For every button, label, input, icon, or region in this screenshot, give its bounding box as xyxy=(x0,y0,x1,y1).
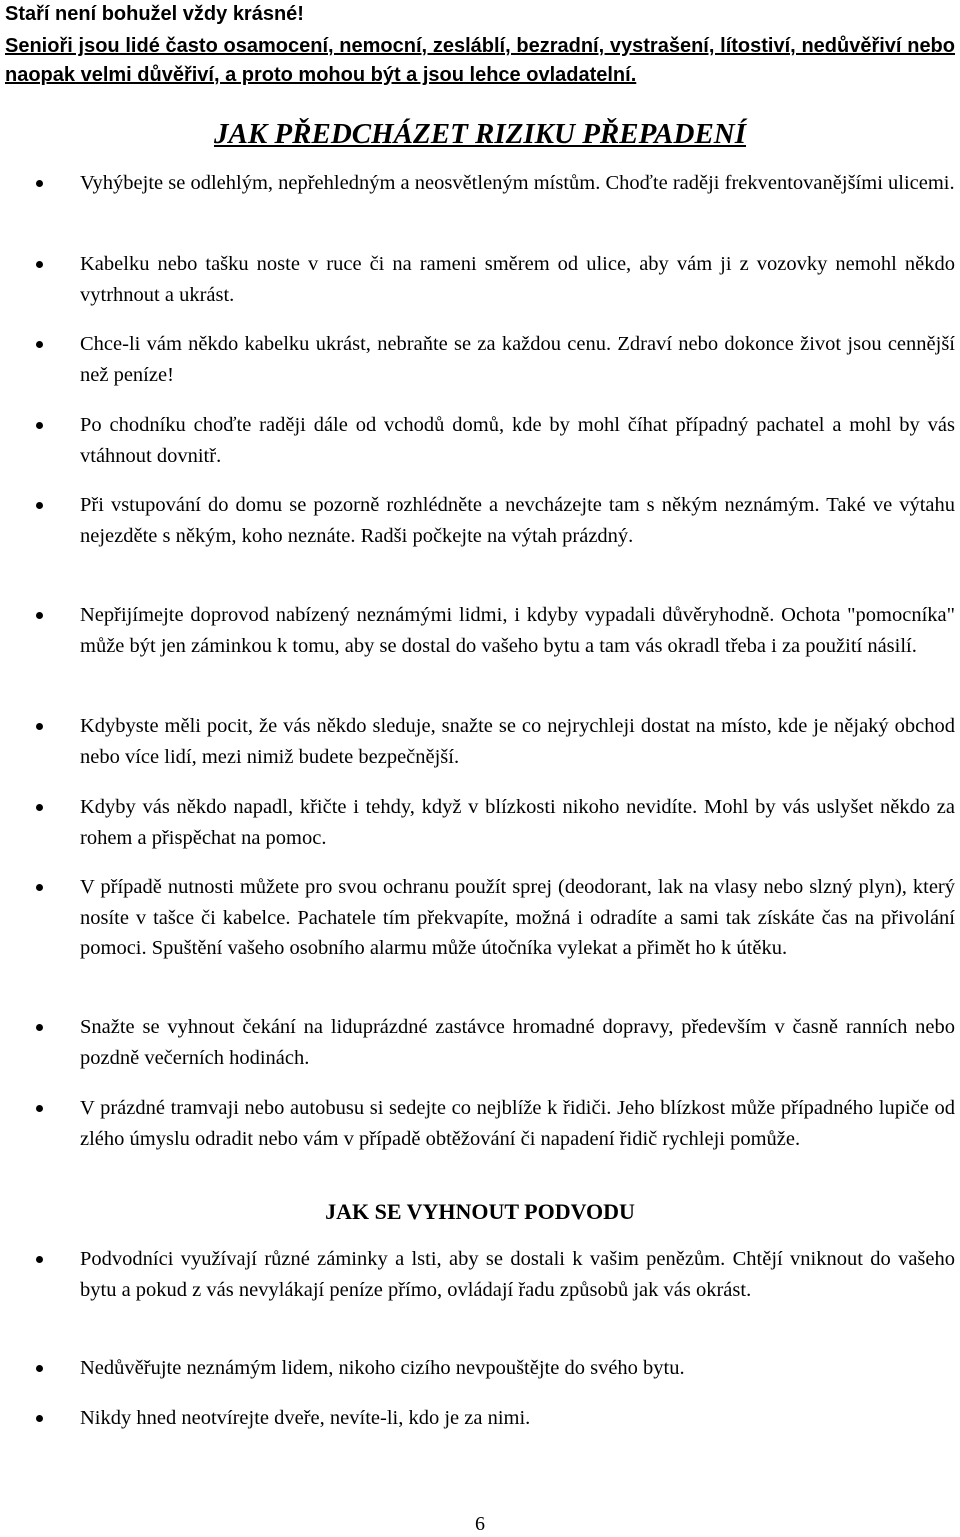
bullet-icon xyxy=(36,612,43,619)
intro-paragraph: Senioři jsou lidé často osamocení, nemocní, zesláblí, bezradní, vystrašení, lítostiví, nedůvěřiví nebo naopak velmi důvěřiví, a proto mohou být a jsou lehce ovladatelní. xyxy=(5,35,955,86)
list-item-text: Snažte se vyhnout čekání na liduprázdné zastávce hromadné dopravy, především v časně ranních nebo pozdně večerních hodinách. xyxy=(80,1016,955,1069)
bullet-icon xyxy=(36,1256,43,1263)
list-item xyxy=(80,1353,955,1384)
list-item-text: Při vstupování do domu se pozorně rozhlédněte a nevcházejte tam s někým neznámým. Také ve výtahu nejezděte s někým, koho neznáte. Radši počkejte na výtah prázdný. xyxy=(80,494,955,547)
list-item-text: Kdybyste měli pocit, že vás někdo sleduje, snažte se co nejrychleji dostat na místo, kde je nějaký obchod nebo více lidí, mezi nimiž budete bezpečnější. xyxy=(80,715,955,768)
list-item xyxy=(80,711,955,772)
section-title-robbery: JAK PŘEDCHÁZET RIZIKU PŘEPADENÍ xyxy=(213,118,747,150)
list-item-text: Po chodníku choďte raději dále od vchodů domů, kde by mohl číhat případný pachatel a mohl by vás vtáhnout dovnitř. xyxy=(80,414,955,467)
bullet-icon xyxy=(36,1365,43,1372)
bullet-icon xyxy=(36,180,43,187)
list-item-text: V případě nutnosti můžete pro svou ochranu použít sprej (deodorant, lak na vlasy nebo slzný plyn), který nosíte v tašce či kabelce. Pachatele tím překvapíte, možná i odradíte a sami tak získáte čas na přivolání pomoci. Spuštění vašeho osobního alarmu může útočníka vylekat a přimět ho k útěku. xyxy=(80,876,955,959)
bullet-icon xyxy=(36,723,43,730)
list-item xyxy=(80,600,955,661)
list-item-text: Nikdy hned neotvírejte dveře, nevíte-li, kdo je za nimi. xyxy=(80,1407,531,1429)
bullet-icon xyxy=(36,502,43,509)
bullet-icon xyxy=(36,341,43,348)
list-item xyxy=(80,1012,955,1073)
list-item xyxy=(80,1244,955,1305)
bullet-icon xyxy=(36,422,43,429)
list-item-text: Kdyby vás někdo napadl, křičte i tehdy, když v blízkosti nikoho nevidíte. Mohl by vás uslyšet někdo za rohem a přispěchat na pomoc. xyxy=(80,796,955,849)
bullet-icon xyxy=(36,1415,43,1422)
list-item-text: Podvodníci využívají různé záminky a lsti, aby se dostali k vašim penězům. Chtějí vniknout do vašeho bytu a pokud z vás nevylákají peníze přímo, ovládají řadu způsobů jak vás okrást. xyxy=(80,1248,955,1301)
list-item-text: Kabelku nebo tašku noste v ruce či na rameni směrem od ulice, aby vám ji z vozovky nemohl někdo vytrhnout a ukrást. xyxy=(80,253,955,306)
list-item xyxy=(80,792,955,853)
bullet-icon xyxy=(36,1105,43,1112)
list-item xyxy=(80,1403,955,1434)
list-item xyxy=(80,168,955,199)
list-item xyxy=(80,490,955,551)
page-heading: Staří není bohužel vždy krásné! xyxy=(5,3,304,25)
bullet-icon xyxy=(36,804,43,811)
list-item xyxy=(80,410,955,471)
list-item-text: Nedůvěřujte neznámým lidem, nikoho cizího nevpouštějte do svého bytu. xyxy=(80,1357,685,1379)
page-number: 6 xyxy=(475,1513,485,1535)
list-item-text: Vyhýbejte se odlehlým, nepřehledným a neosvětleným místům. Choďte raději frekventovanějšími ulicemi. xyxy=(80,172,955,194)
list-item xyxy=(80,249,955,310)
list-item xyxy=(80,872,955,964)
bullet-icon xyxy=(36,261,43,268)
section-title-fraud: JAK SE VYHNOUT PODVODU xyxy=(325,1199,635,1224)
list-item-text: Nepřijímejte doprovod nabízený neznámými lidmi, i kdyby vypadali důvěryhodně. Ochota "pomocníka" může být jen záminkou k tomu, aby se dostal do vašeho bytu a tam vás okradl třeba i za použití násilí. xyxy=(80,604,955,657)
bullet-icon xyxy=(36,1024,43,1031)
bullet-icon xyxy=(36,884,43,891)
list-item xyxy=(80,329,955,390)
list-item-text: V prázdné tramvaji nebo autobusu si sedejte co nejblíže k řidiči. Jeho blízkost může případného lupiče od zlého úmyslu odradit nebo vám v případě obtěžování či napadení řidič rychleji pomůže. xyxy=(80,1097,955,1150)
list-item-text: Chce-li vám někdo kabelku ukrást, nebraňte se za každou cenu. Zdraví nebo dokonce život jsou cennější než peníze! xyxy=(80,333,955,386)
list-item xyxy=(80,1093,955,1154)
